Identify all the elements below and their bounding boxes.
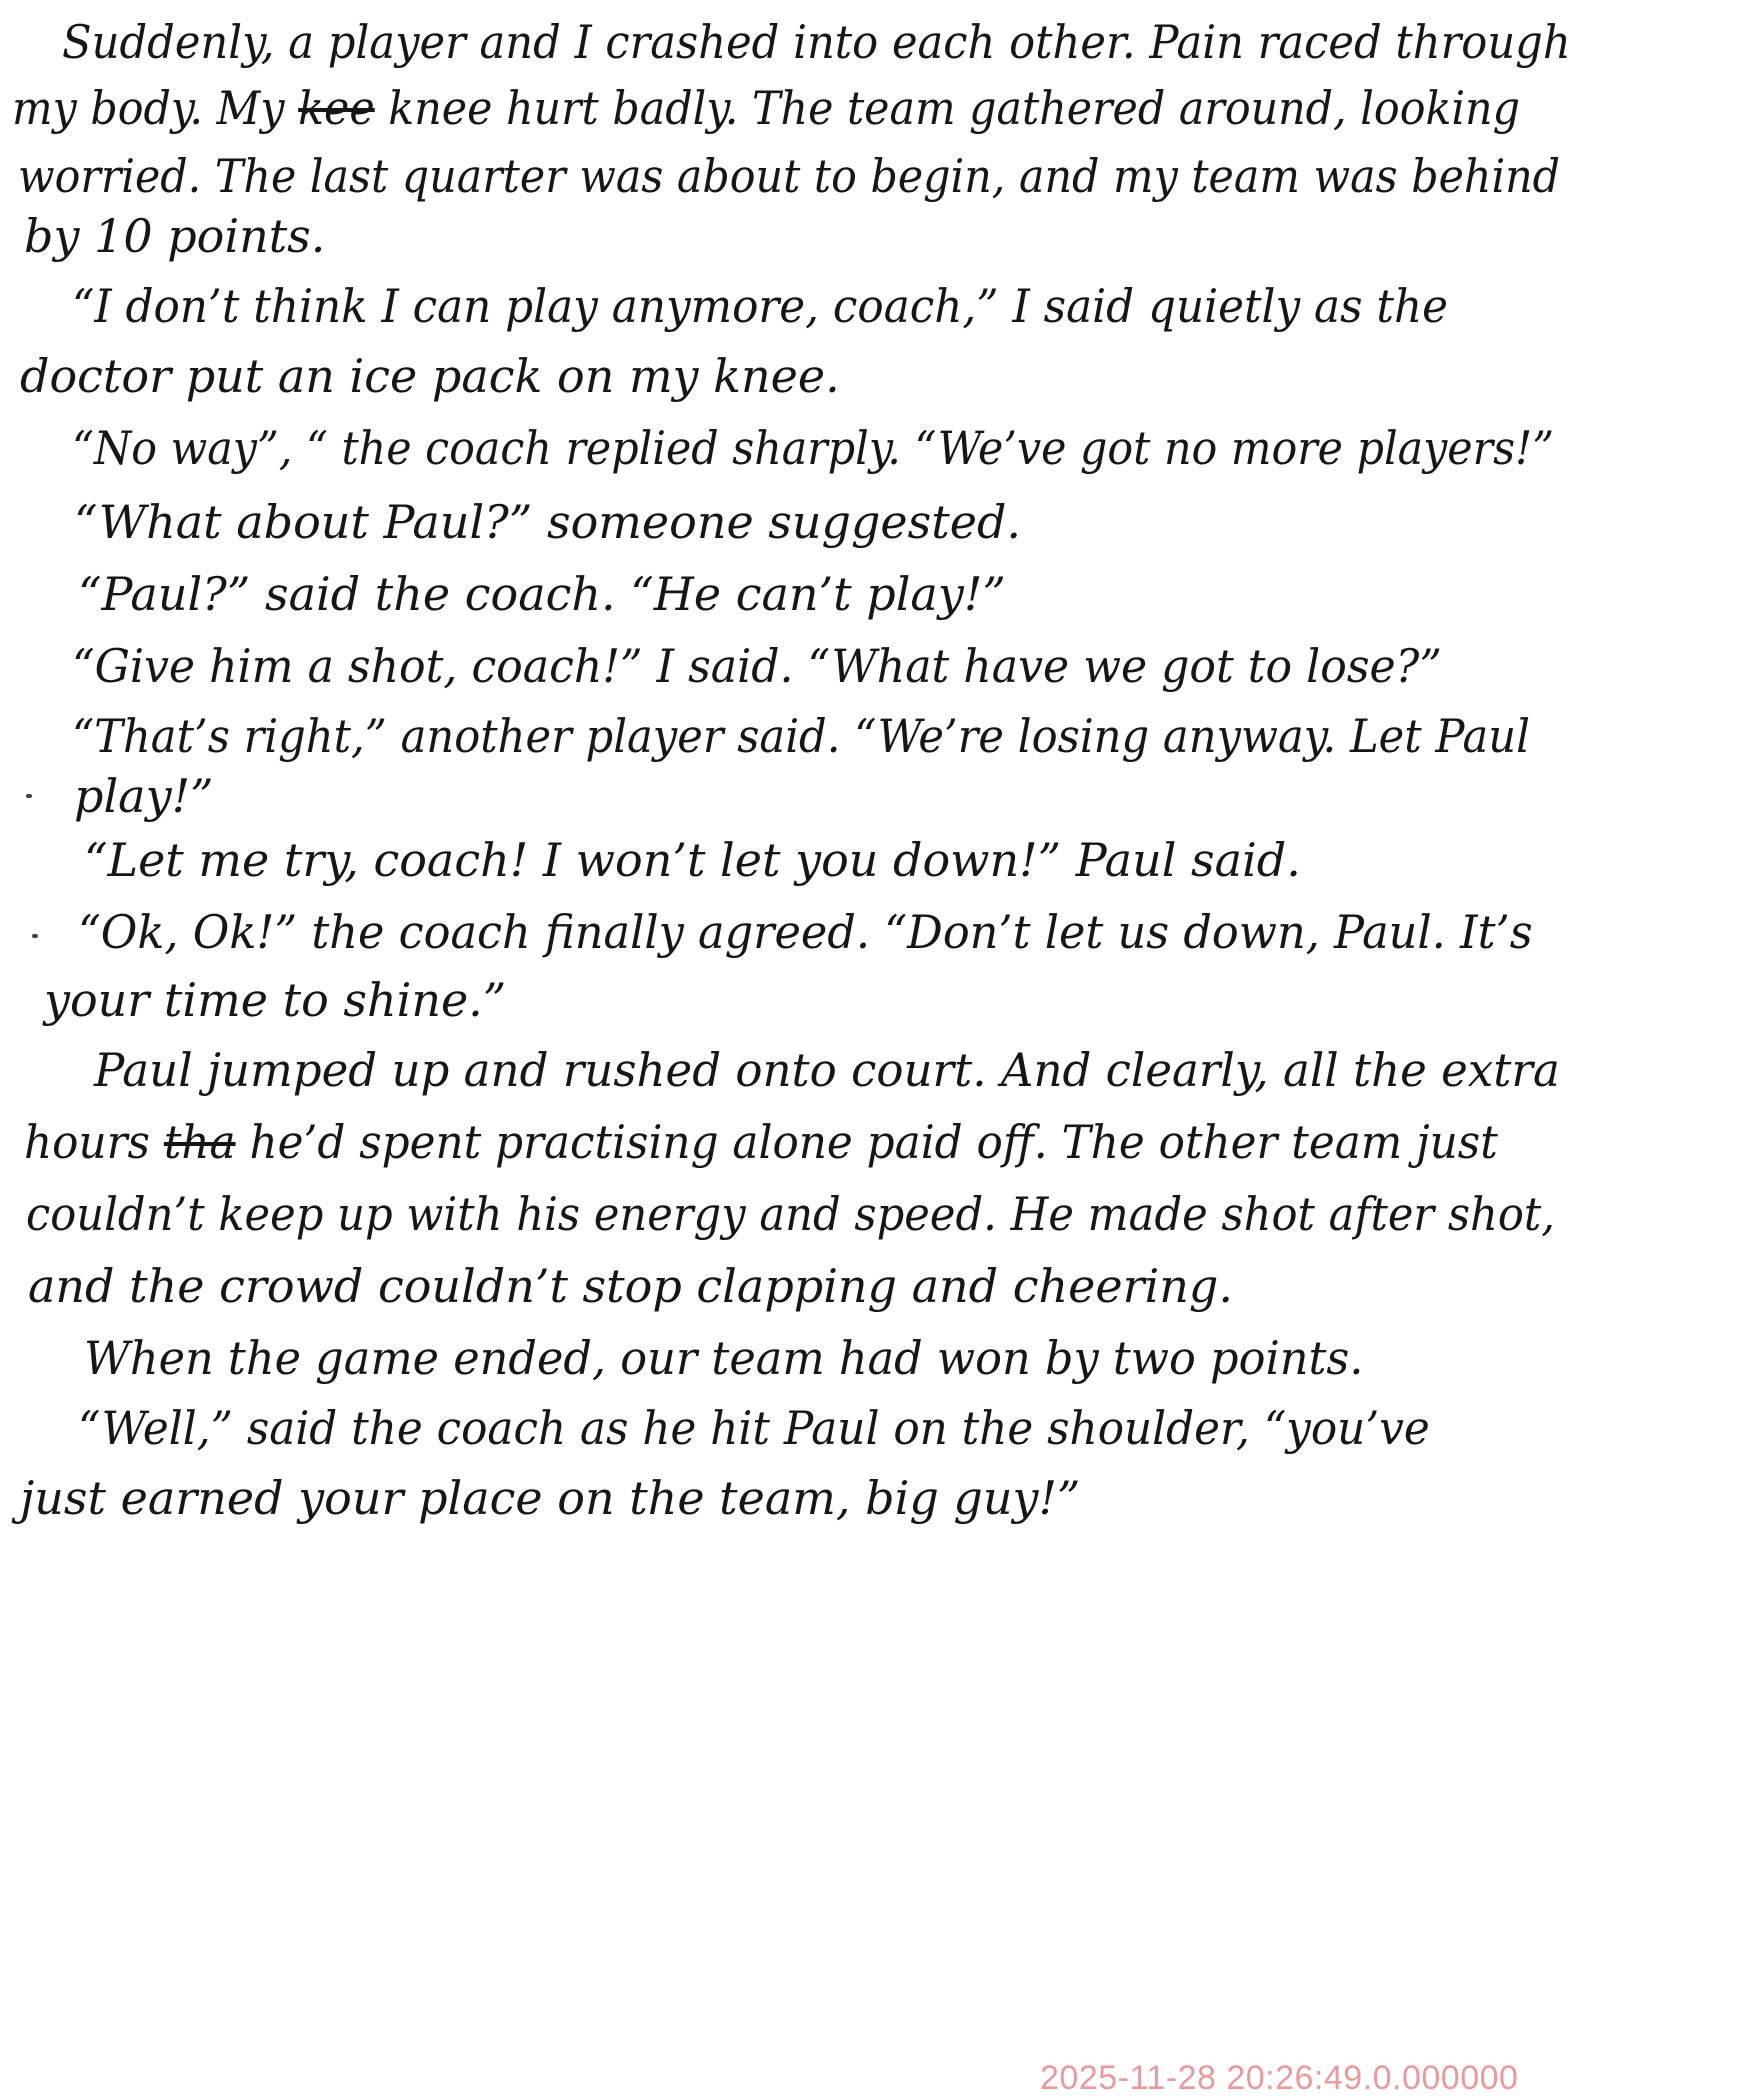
essay-line-17-start: hours	[24, 1115, 164, 1169]
essay-line-14: “Ok, Ok!” the coach finally agreed. “Don’t let us down, Paul. It’s	[78, 905, 1533, 959]
essay-line-4: by 10 points.	[24, 209, 326, 263]
essay-line-1: Suddenly, a player and I crashed into each other. Pain raced through	[62, 15, 1571, 69]
essay-line-10: “Give him a shot, coach!” I said. “What have we got to lose?”	[72, 639, 1442, 693]
essay-line-9: “Paul?” said the coach. “He can’t play!”	[78, 567, 1006, 621]
essay-line-17-end: he’d spent practising alone paid off. The other team just	[235, 1115, 1498, 1169]
essay-line-17	[24, 1112, 1498, 1172]
essay-line-5: “I don’t think I can play anymore, coach,” I said quietly as the	[72, 279, 1449, 333]
essay-line-11: “That’s right,” another player said. “We’re losing anyway. Let Paul	[72, 709, 1530, 763]
essay-line-15: your time to shine.”	[44, 973, 507, 1027]
crossed-out-word: tha	[163, 1115, 236, 1169]
essay-line-22: just earned your place on the team, big guy!”	[20, 1471, 1081, 1525]
essay-line-3: worried. The last quarter was about to begin, and my team was behind	[18, 149, 1561, 203]
essay-line-2-end: knee hurt badly. The team gathered around, looking	[374, 81, 1520, 135]
essay-line-20: When the game ended, our team had won by two points.	[84, 1331, 1364, 1385]
essay-line-8: “What about Paul?” someone suggested.	[74, 495, 1022, 549]
essay-line-19: and the crowd couldn’t stop clapping and cheering.	[28, 1259, 1233, 1313]
margin-dot	[26, 794, 32, 798]
crossed-out-word: kee	[298, 81, 375, 135]
essay-line-13: “Let me try, coach! I won’t let you down!” Paul said.	[84, 833, 1301, 887]
essay-line-7: “No way”, “ the coach replied sharply. “We’ve got no more players!”	[72, 421, 1555, 475]
essay-line-12: play!”	[74, 769, 214, 823]
scan-timestamp: 2025-11-28 20:26:49.0.000000	[1040, 2059, 1519, 2097]
essay-line-6: doctor put an ice pack on my knee.	[20, 349, 840, 403]
margin-dot	[32, 934, 38, 938]
essay-line-21: “Well,” said the coach as he hit Paul on the shoulder, “you’ve	[78, 1401, 1430, 1455]
essay-line-16: Paul jumped up and rushed onto court. And clearly, all the extra	[94, 1043, 1560, 1097]
essay-line-2-start: my body. My	[12, 81, 299, 135]
essay-line-2	[12, 78, 1520, 138]
essay-line-18: couldn’t keep up with his energy and speed. He made shot after shot,	[26, 1187, 1556, 1241]
